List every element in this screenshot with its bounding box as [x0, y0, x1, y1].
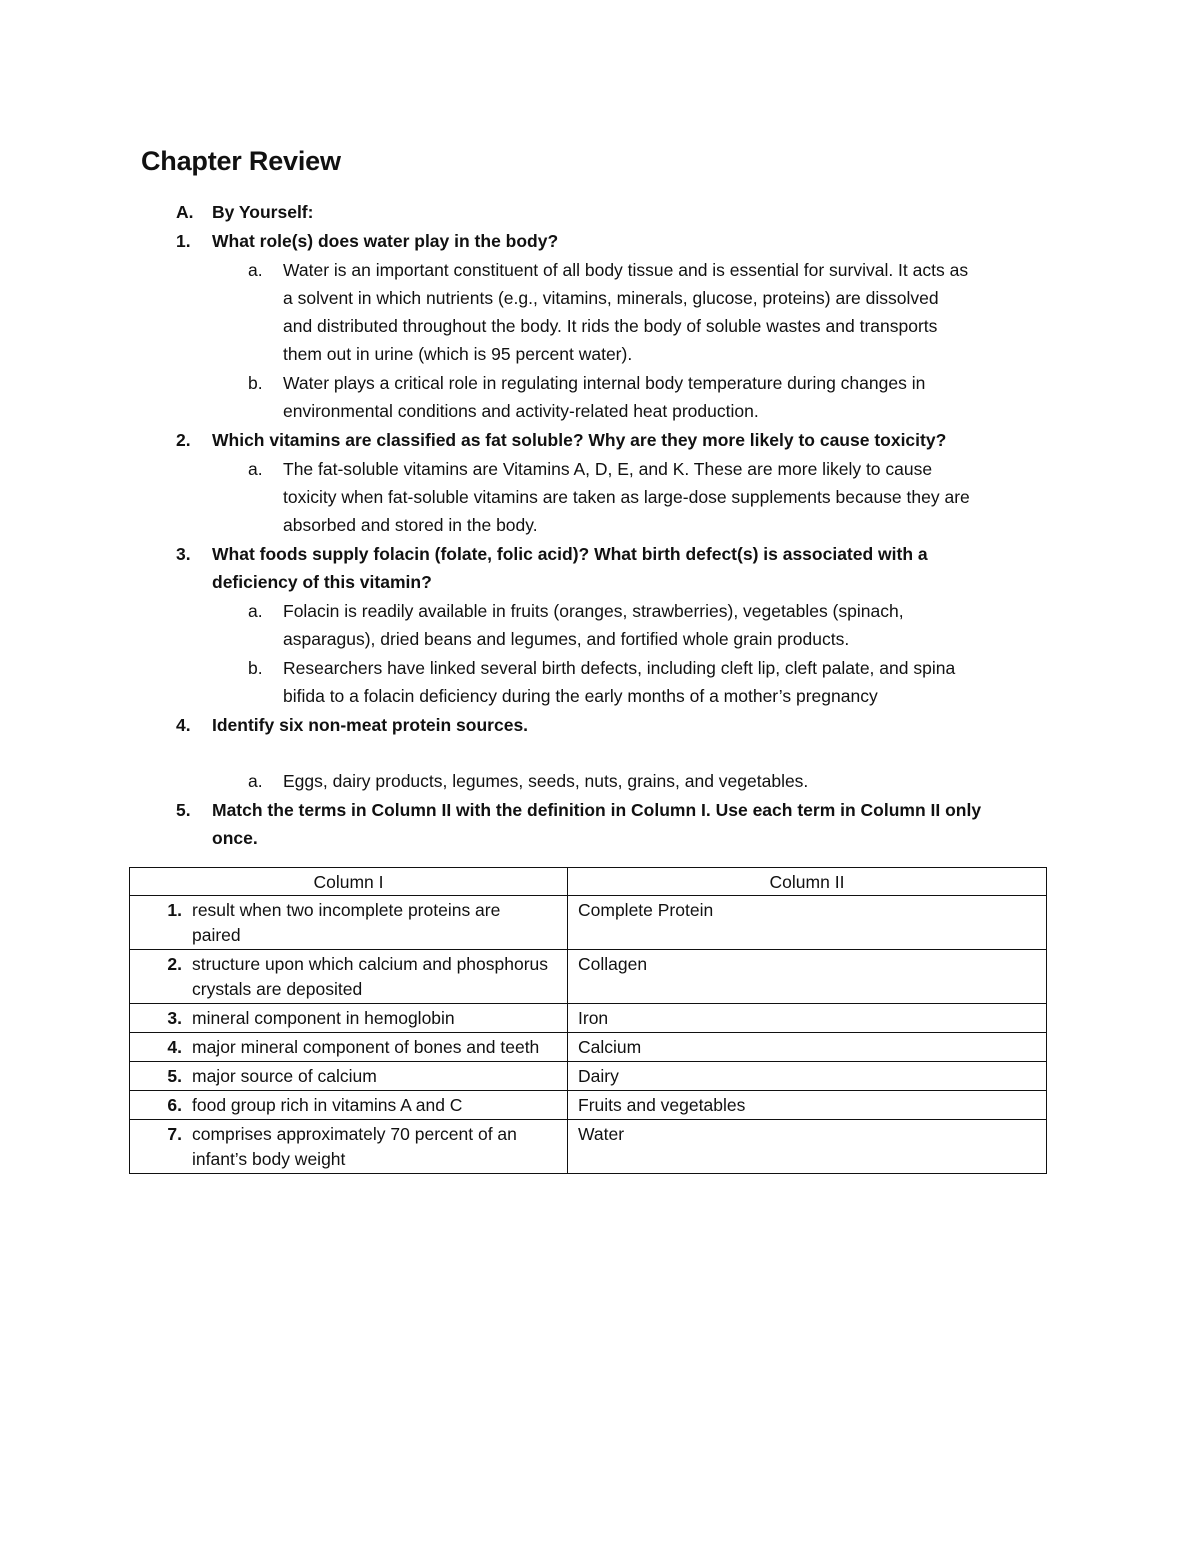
- question-number: 5.: [176, 800, 191, 820]
- section-heading: By Yourself:: [212, 202, 314, 222]
- table-row: [130, 1033, 1047, 1062]
- question-number: 1.: [176, 231, 191, 251]
- row-number: 7.: [167, 1124, 182, 1144]
- definition-cell: [130, 1120, 568, 1174]
- definition-text: major mineral component of bones and teeth: [192, 1037, 540, 1057]
- section-label: A.: [176, 202, 194, 222]
- definition-cell: [130, 896, 568, 950]
- question-number: 3.: [176, 544, 191, 564]
- matching-table: [129, 867, 1047, 1174]
- table-row: [130, 1062, 1047, 1091]
- definition-text: result when two incomplete proteins are paired: [192, 900, 501, 945]
- column-header: Column II: [568, 868, 1047, 896]
- definition-cell: [130, 1033, 568, 1062]
- answer-label: a.: [248, 771, 263, 791]
- answer-text: Eggs, dairy products, legumes, seeds, nuts, grains, and vegetables.: [283, 771, 809, 791]
- term-cell: Water: [568, 1120, 1047, 1174]
- answer-text: asparagus), dried beans and legumes, and fortified whole grain products.: [283, 629, 850, 649]
- question-text: What role(s) does water play in the body?: [212, 231, 559, 251]
- answer-label: b.: [248, 373, 263, 393]
- definition-text: mineral component in hemoglobin: [192, 1008, 455, 1028]
- term-cell: Complete Protein: [568, 896, 1047, 950]
- answer-text: Folacin is readily available in fruits (oranges, strawberries), vegetables (spinach,: [283, 601, 904, 621]
- definition-cell: [130, 1091, 568, 1120]
- answer-text: them out in urine (which is 95 percent water).: [283, 344, 633, 364]
- table-row: [130, 950, 1047, 1004]
- question-text: deficiency of this vitamin?: [212, 572, 432, 592]
- answer-text: Water plays a critical role in regulating internal body temperature during changes in: [283, 373, 926, 393]
- answer-text: The fat-soluble vitamins are Vitamins A, D, E, and K. These are more likely to cause: [283, 459, 933, 479]
- row-number: 4.: [167, 1037, 182, 1057]
- question-number: 4.: [176, 715, 191, 735]
- row-number: 2.: [167, 954, 182, 974]
- question-number: 2.: [176, 430, 191, 450]
- definition-text: comprises approximately 70 percent of an infant’s body weight: [192, 1124, 517, 1169]
- answer-text: toxicity when fat-soluble vitamins are taken as large-dose supplements because they are: [283, 487, 970, 507]
- term-cell: Dairy: [568, 1062, 1047, 1091]
- answer-text: bifida to a folacin deficiency during the early months of a mother’s pregnancy: [283, 686, 878, 706]
- table-row: [130, 1004, 1047, 1033]
- term-cell: Fruits and vegetables: [568, 1091, 1047, 1120]
- answer-label: a.: [248, 459, 263, 479]
- term-cell: Calcium: [568, 1033, 1047, 1062]
- answer-text: and distributed throughout the body. It rids the body of soluble wastes and transports: [283, 316, 938, 336]
- row-number: 3.: [167, 1008, 182, 1028]
- answer-label: a.: [248, 601, 263, 621]
- question-text: once.: [212, 828, 258, 848]
- question-text: What foods supply folacin (folate, folic acid)? What birth defect(s) is associated with a: [212, 544, 928, 564]
- page-title: Chapter Review: [141, 146, 341, 176]
- question-text: Match the terms in Column II with the definition in Column I. Use each term in Column II only: [212, 800, 982, 820]
- row-number: 5.: [167, 1066, 182, 1086]
- definition-cell: [130, 1004, 568, 1033]
- table-header-row: [130, 868, 1047, 896]
- row-number: 6.: [167, 1095, 182, 1115]
- answer-text: environmental conditions and activity-related heat production.: [283, 401, 759, 421]
- row-number: 1.: [167, 900, 182, 920]
- definition-cell: [130, 950, 568, 1004]
- term-cell: Collagen: [568, 950, 1047, 1004]
- definition-text: major source of calcium: [192, 1066, 377, 1086]
- question-text: Identify six non-meat protein sources.: [212, 715, 529, 735]
- table-row: [130, 1120, 1047, 1174]
- table-row: [130, 896, 1047, 950]
- table-row: [130, 1091, 1047, 1120]
- question-text: Which vitamins are classified as fat soluble? Why are they more likely to cause toxicity?: [212, 430, 947, 450]
- term-cell: Iron: [568, 1004, 1047, 1033]
- definition-text: food group rich in vitamins A and C: [192, 1095, 463, 1115]
- answer-text: absorbed and stored in the body.: [283, 515, 538, 535]
- answer-label: a.: [248, 260, 263, 280]
- definition-cell: [130, 1062, 568, 1091]
- column-header: Column I: [130, 868, 568, 896]
- definition-text: structure upon which calcium and phosphorus crystals are deposited: [192, 954, 549, 999]
- answer-text: a solvent in which nutrients (e.g., vitamins, minerals, glucose, proteins) are dissolved: [283, 288, 939, 308]
- answer-label: b.: [248, 658, 263, 678]
- answer-text: Water is an important constituent of all body tissue and is essential for survival. It acts as: [283, 260, 969, 280]
- answer-text: Researchers have linked several birth defects, including cleft lip, cleft palate, and spina: [283, 658, 956, 678]
